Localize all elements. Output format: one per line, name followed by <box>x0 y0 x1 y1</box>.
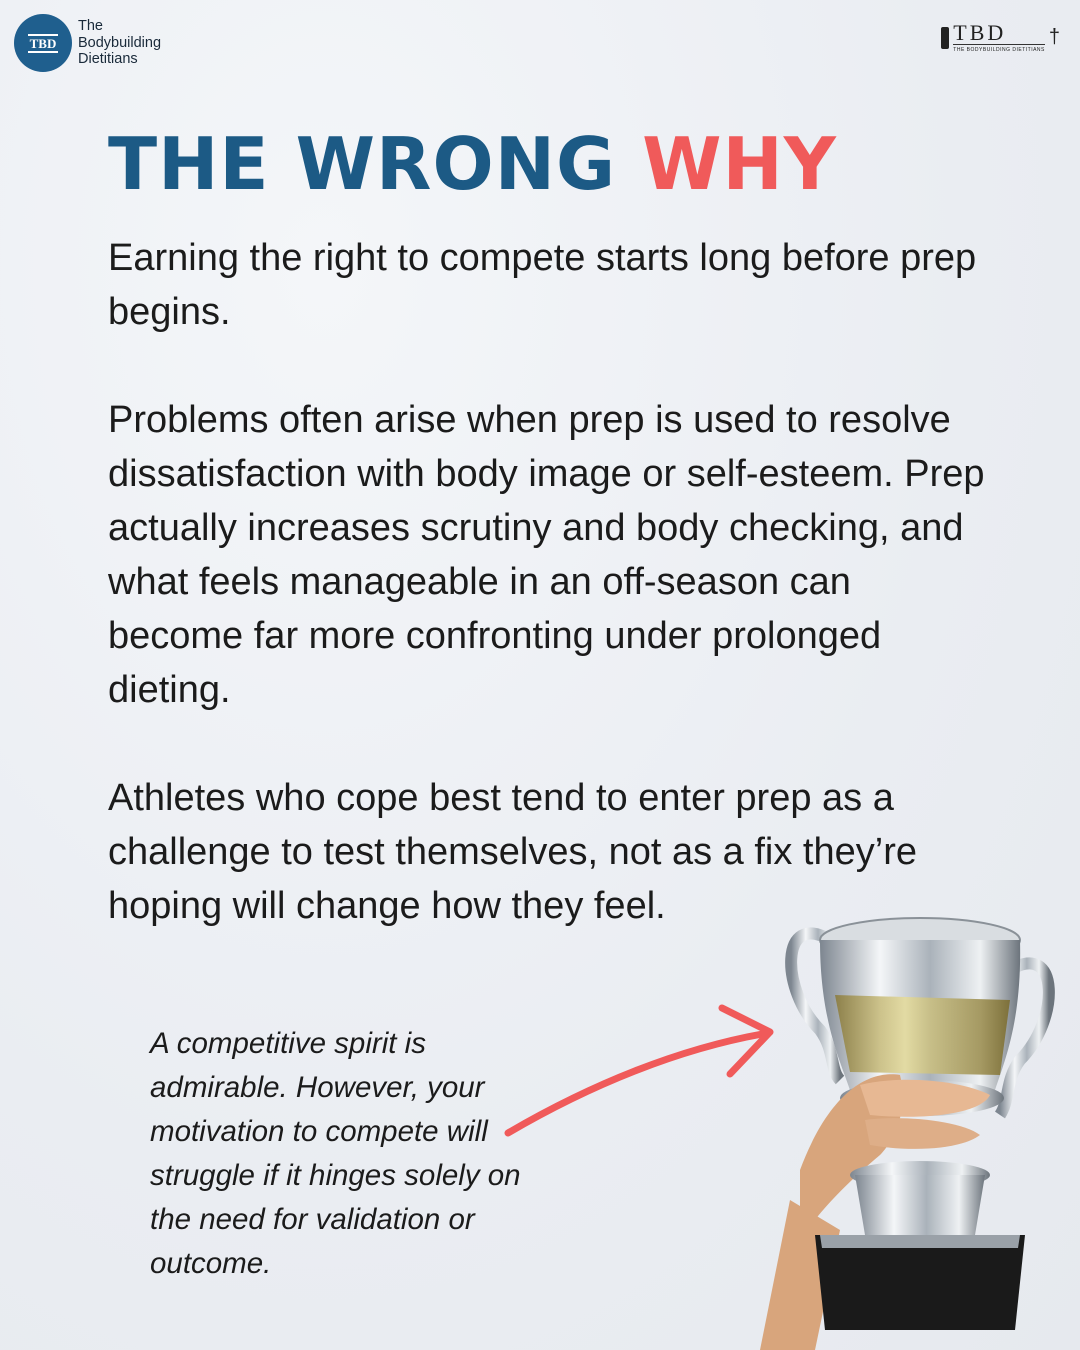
brand-name-line-3: Dietitians <box>78 51 138 68</box>
brand-name-line-1: The <box>78 18 103 35</box>
brand-name-line-2: Bodybuilding <box>78 34 162 51</box>
title-accent: WHY <box>642 122 837 206</box>
trophy-icon <box>760 900 1070 1350</box>
brand-wordmark-letters: TBD <box>953 20 1007 45</box>
title-main: THE WRONG <box>108 122 643 206</box>
paragraph-3: Athletes who cope best tend to enter prep as a challenge to test themselves, not as a fix they’re hoping will change how they feel. <box>108 777 917 927</box>
paragraph-1: Earning the right to compete starts long before prep begins. <box>108 237 977 333</box>
paragraph-2: Problems often arise when prep is used to resolve dissatisfaction with body image or self-esteem. Prep actually increases scrutiny and body checking, and what feels manageable in an off-season can become far more confronting under prolonged dieting. <box>108 399 985 711</box>
callout-quote: A competitive spirit is admirable. However, your motivation to compete will struggle if it hinges solely on the need for validation or outcome. <box>150 1027 521 1280</box>
brand-logo-mark: TBD <box>29 35 57 51</box>
fork-icon: † <box>1048 26 1060 48</box>
brand-wordmark-subtitle: THE BODYBUILDING DIETITIANS <box>953 44 1045 53</box>
